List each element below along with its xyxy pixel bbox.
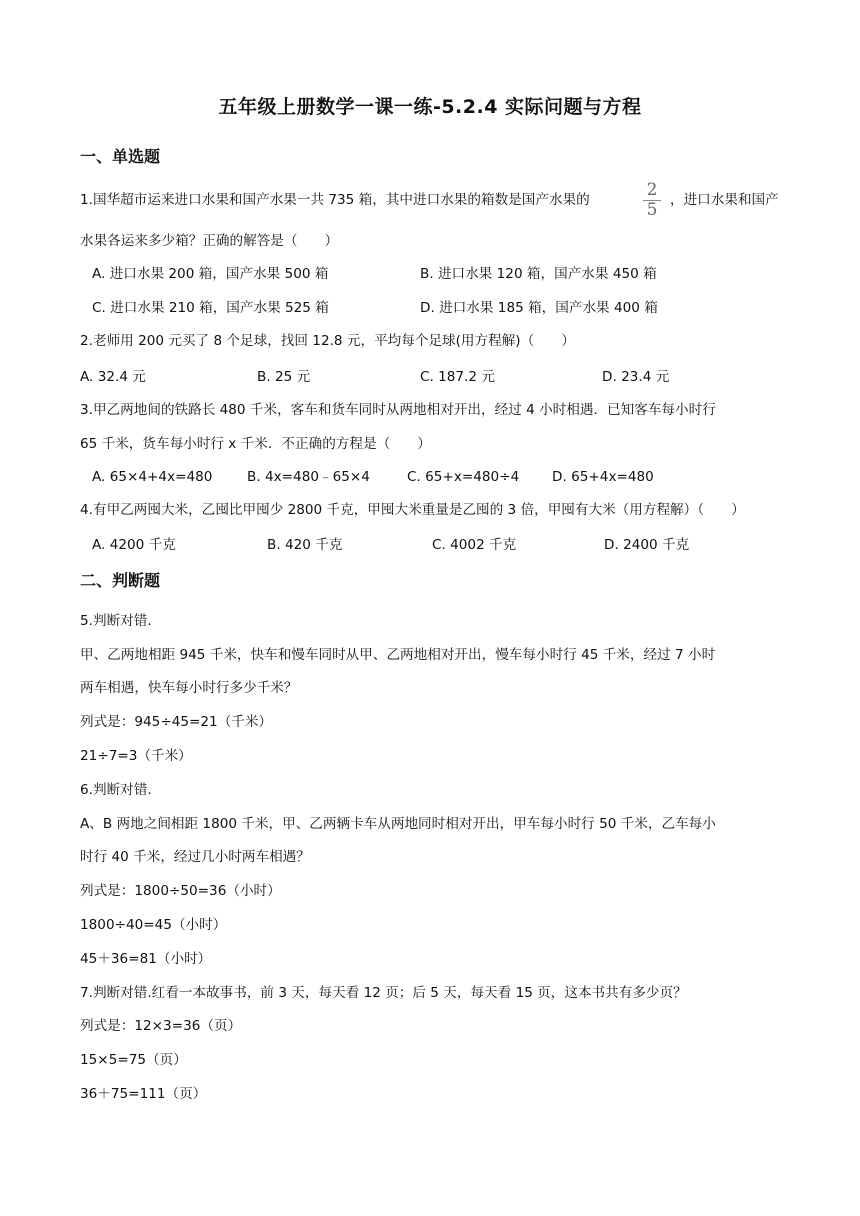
q1-text-part-b: ，进口水果和国产 <box>670 192 779 208</box>
q2-option-a[interactable]: A. 32.4 元 <box>80 369 146 385</box>
q2-option-b[interactable]: B. 25 元 <box>257 369 311 385</box>
q1-text-line-2: 水果各运来多少箱？正确的解答是（ ） <box>80 233 339 249</box>
q7-line: 15×5=75（页） <box>80 1052 187 1068</box>
q6-line: 列式是：1800÷50=36（小时） <box>80 883 281 899</box>
q2-text-line-1: 2.老师用 200 元买了 8 个足球，找回 12.8 元，平均每个足球(用方程解)（ ） <box>80 333 575 349</box>
q1-option-c[interactable]: C. 进口水果 210 箱，国产水果 525 箱 <box>92 300 329 316</box>
q5-line: 21÷7=3（千米） <box>80 748 192 764</box>
q4-option-b[interactable]: B. 420 千克 <box>267 537 343 553</box>
q7-line: 36＋75=111（页） <box>80 1086 207 1102</box>
q7-line: 7.判断对错.红看一本故事书，前 3 天，每天看 12 页；后 5 天，每天看 15 页，这本书共有多少页？ <box>80 985 687 1001</box>
q1-text-part-a: 1.国华超市运来进口水果和国产水果一共 735 箱，其中进口水果的箱数是国产水果的 <box>80 192 590 208</box>
q5-line: 两车相遇，快车每小时行多少千米？ <box>80 680 298 696</box>
q6-line: 45＋36=81（小时） <box>80 951 212 967</box>
q7-line: 列式是：12×3=36（页） <box>80 1018 242 1034</box>
q1-option-b[interactable]: B. 进口水果 120 箱，国产水果 450 箱 <box>420 266 657 282</box>
fraction-numerator: 2 <box>646 180 658 200</box>
q4-option-d[interactable]: D. 2400 千克 <box>604 537 690 553</box>
q6-line: A、B 两地之间相距 1800 千米，甲、乙两辆卡车从两地同时相对开出，甲车每小时行 50 千米，乙车每小 <box>80 816 716 832</box>
q5-line: 甲、乙两地相距 945 千米，快车和慢车同时从甲、乙两地相对开出，慢车每小时行 45 千米，经过 7 小时 <box>80 647 716 663</box>
q6-line: 1800÷40=45（小时） <box>80 917 227 933</box>
q3-option-b[interactable]: B. 4x=480﹣65×4 <box>247 469 370 485</box>
q4-option-c[interactable]: C. 4002 千克 <box>432 537 517 553</box>
q3-text-line-2: 65 千米，货车每小时行 x 千米．不正确的方程是（ ） <box>80 436 431 452</box>
q4-option-a[interactable]: A. 4200 千克 <box>92 537 176 553</box>
q2-option-d[interactable]: D. 23.4 元 <box>602 369 670 385</box>
q6-line: 6.判断对错. <box>80 782 152 798</box>
q3-option-d[interactable]: D. 65+4x=480 <box>552 469 654 485</box>
section-heading-true-false: 二、判断题 <box>80 571 161 590</box>
q3-option-c[interactable]: C. 65+x=480÷4 <box>407 469 520 485</box>
q1-option-a[interactable]: A. 进口水果 200 箱，国产水果 500 箱 <box>92 266 329 282</box>
q6-line: 时行 40 千米，经过几小时两车相遇？ <box>80 849 310 865</box>
q4-text-line-1: 4.有甲乙两囤大米，乙囤比甲囤少 2800 千克，甲囤大米重量是乙囤的 3 倍，甲囤有大米（用方程解）（ ） <box>80 502 745 518</box>
q5-line: 5.判断对错. <box>80 613 152 629</box>
q2-option-c[interactable]: C. 187.2 元 <box>420 369 495 385</box>
section-heading-single-choice: 一、单选题 <box>80 147 161 166</box>
q1-option-d[interactable]: D. 进口水果 185 箱，国产水果 400 箱 <box>420 300 658 316</box>
fraction-denominator: 5 <box>646 200 658 220</box>
q5-line: 列式是：945÷45=21（千米） <box>80 714 273 730</box>
q3-option-a[interactable]: A. 65×4+4x=480 <box>92 469 213 485</box>
page-title: 五年级上册数学一课一练-5.2.4 实际问题与方程 <box>218 96 642 118</box>
q1-fraction <box>642 182 662 219</box>
q1-text-line-1 <box>80 190 590 210</box>
q3-text-line-1: 3.甲乙两地间的铁路长 480 千米，客车和货车同时从两地相对开出，经过 4 小时相遇．已知客车每小时行 <box>80 402 716 418</box>
